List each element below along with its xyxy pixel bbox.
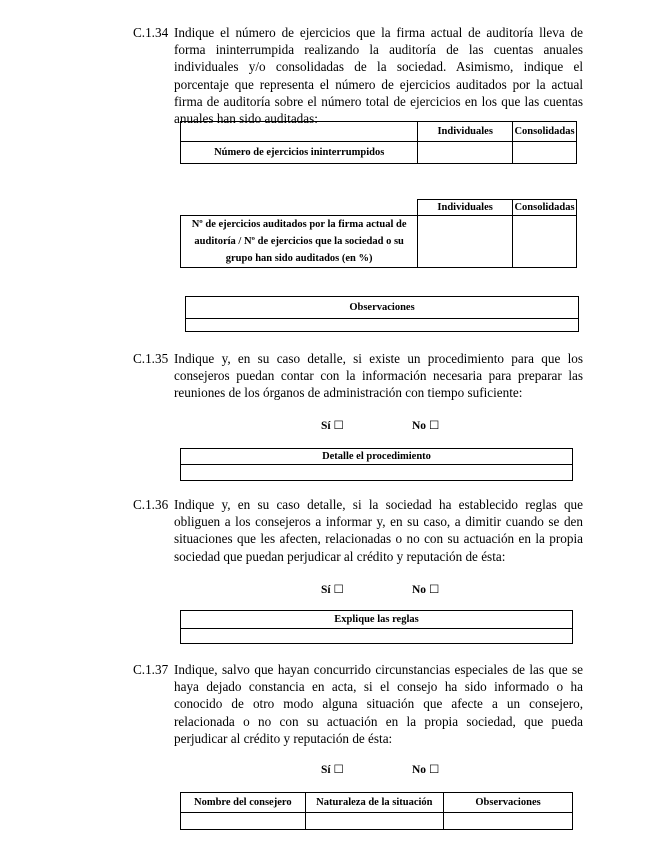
col-individuales: Individuales bbox=[418, 200, 513, 216]
consolidadas-value-cell[interactable] bbox=[513, 142, 577, 164]
no-checkbox-icon[interactable]: ☐ bbox=[428, 764, 440, 776]
row-label: Nº de ejercicios auditados por la firma actual de auditoría / Nº de ejercicios que la sociedad o su grupo han sido auditados (en %) bbox=[181, 216, 418, 268]
section-number: C.1.34 bbox=[133, 25, 169, 40]
director-situations-table bbox=[180, 792, 573, 830]
individuales-value-cell[interactable] bbox=[418, 216, 513, 268]
no-label: No bbox=[412, 764, 427, 776]
si-option[interactable] bbox=[321, 582, 344, 596]
observations-table bbox=[185, 296, 579, 332]
no-label: No bbox=[412, 584, 427, 596]
si-option[interactable] bbox=[321, 418, 344, 432]
no-checkbox-icon[interactable]: ☐ bbox=[428, 420, 440, 432]
no-option[interactable] bbox=[412, 582, 439, 596]
section-c137 bbox=[133, 661, 583, 747]
rules-explanation-table bbox=[180, 610, 573, 644]
section-number: C.1.36 bbox=[133, 497, 169, 512]
empty-header-cell bbox=[181, 200, 418, 216]
ininterrupted-years-table bbox=[180, 121, 577, 164]
section-c135 bbox=[133, 350, 583, 402]
consolidadas-value-cell[interactable] bbox=[513, 216, 577, 268]
si-checkbox-icon[interactable]: ☐ bbox=[333, 420, 344, 432]
section-c136 bbox=[133, 496, 583, 565]
section-c134 bbox=[133, 24, 583, 127]
no-option[interactable] bbox=[412, 762, 439, 776]
procedure-detail-cell[interactable] bbox=[181, 465, 573, 481]
no-checkbox-icon[interactable]: ☐ bbox=[428, 584, 440, 596]
audited-percentage-table bbox=[180, 199, 577, 268]
si-label: Sí bbox=[321, 420, 331, 432]
procedure-detail-table bbox=[180, 448, 573, 481]
empty-header-cell bbox=[181, 122, 418, 142]
col-nombre-consejero: Nombre del consejero bbox=[181, 793, 306, 813]
no-option[interactable] bbox=[412, 418, 439, 432]
section-number: C.1.35 bbox=[133, 351, 169, 366]
section-text: Indique, salvo que hayan concurrido circunstancias especiales de las que se haya dejado constancia en acta, si el consejo ha sido informado o ha conocido de otro modo alguna situación que afecte a un consejero, relacionada o no con su actuación en la propia sociedad, que pueda perjudicar al crédito y reputación de ésta: bbox=[174, 662, 583, 746]
si-label: Sí bbox=[321, 764, 331, 776]
si-checkbox-icon[interactable]: ☐ bbox=[333, 764, 344, 776]
col-consolidadas: Consolidadas bbox=[513, 200, 577, 216]
col-observaciones: Observaciones bbox=[444, 793, 573, 813]
observations-header: Observaciones bbox=[186, 297, 579, 319]
no-label: No bbox=[412, 420, 427, 432]
col-consolidadas: Consolidadas bbox=[513, 122, 577, 142]
row-label: Número de ejercicios ininterrumpidos bbox=[181, 142, 418, 164]
rules-explanation-cell[interactable] bbox=[181, 629, 573, 644]
section-text: Indique el número de ejercicios que la firma actual de auditoría lleva de forma ininterrumpida realizando la auditoría de las cuentas anuales individuales y/o consolidadas de la sociedad. Asimismo, indique el porcentaje que representa el número de ejercicios auditados por la actual firma de auditoría sobre el número total de ejercicios en los que las cuentas anuales han sido auditadas: bbox=[174, 25, 583, 127]
si-checkbox-icon[interactable]: ☐ bbox=[333, 584, 344, 596]
col-individuales: Individuales bbox=[418, 122, 513, 142]
col-naturaleza-situacion: Naturaleza de la situación bbox=[305, 793, 443, 813]
si-option[interactable] bbox=[321, 762, 344, 776]
section-text: Indique y, en su caso detalle, si existe un procedimiento para que los consejeros puedan contar con la información necesaria para preparar las reuniones de los órganos de administración con tiempo suficiente: bbox=[174, 351, 583, 401]
section-text: Indique y, en su caso detalle, si la sociedad ha establecido reglas que obliguen a los consejeros a informar y, en su caso, a dimitir cuando se den situaciones que les afecten, relacionadas o no con su actuación en la propia sociedad que puedan perjudicar al crédito y reputación de ésta: bbox=[174, 497, 583, 564]
naturaleza-situacion-cell[interactable] bbox=[305, 813, 443, 830]
rules-explanation-header: Explique las reglas bbox=[181, 611, 573, 629]
section-number: C.1.37 bbox=[133, 662, 169, 677]
nombre-consejero-cell[interactable] bbox=[181, 813, 306, 830]
procedure-detail-header: Detalle el procedimiento bbox=[181, 449, 573, 465]
observaciones-cell[interactable] bbox=[444, 813, 573, 830]
si-label: Sí bbox=[321, 584, 331, 596]
individuales-value-cell[interactable] bbox=[418, 142, 513, 164]
observations-cell[interactable] bbox=[186, 319, 579, 332]
